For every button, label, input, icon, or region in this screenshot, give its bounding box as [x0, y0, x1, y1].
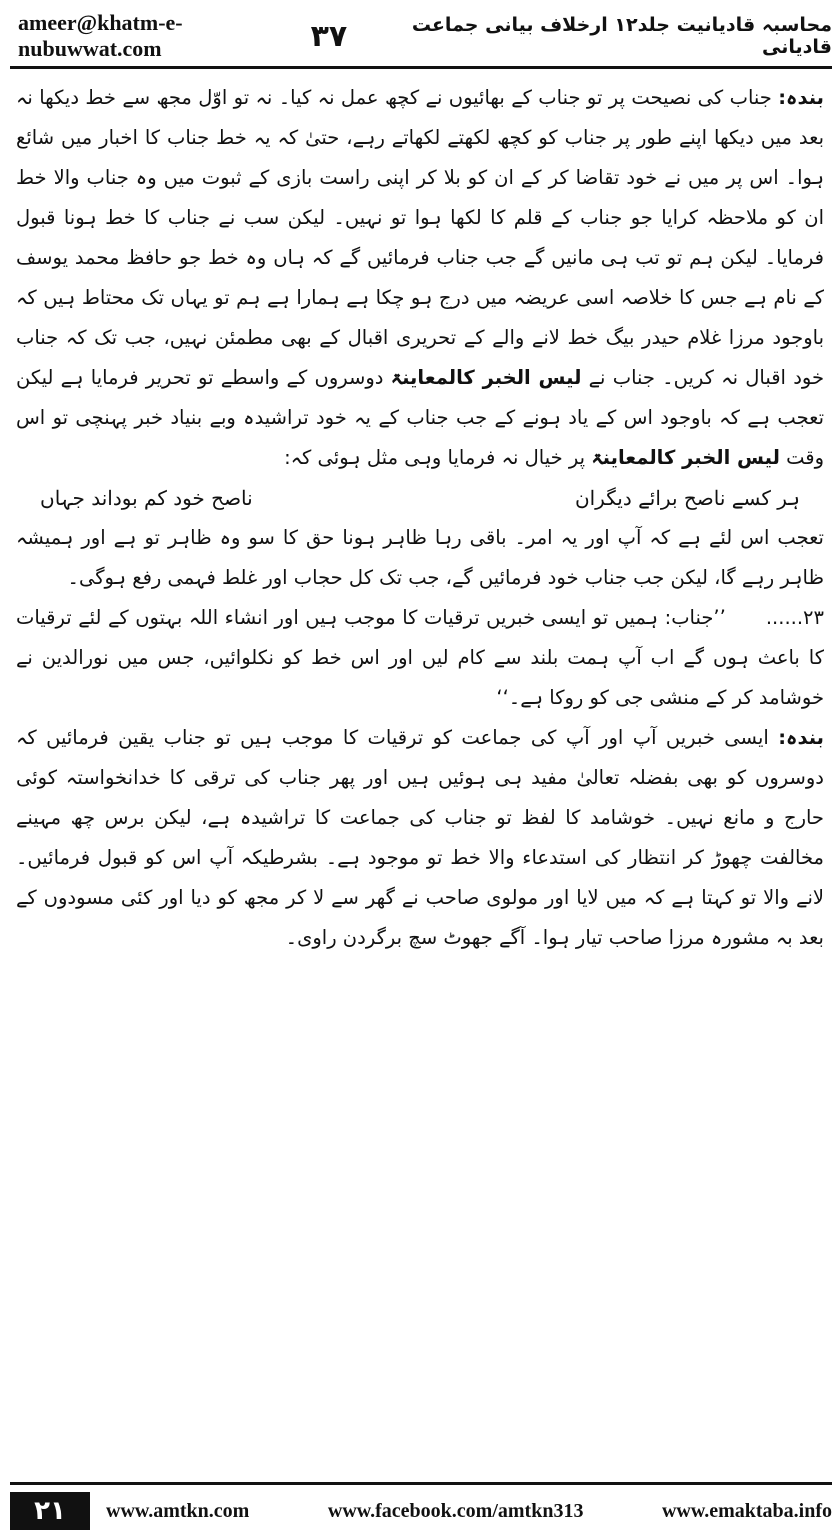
persian-verse — [40, 478, 800, 518]
header-title-group — [311, 14, 832, 58]
footer-divider — [10, 1482, 832, 1485]
paragraph-text: دوسروں کے واسطے تو تحریر فرمایا ہے لیکن تعجب ہے کہ باوجود اس کے یاد ہونے کے جب جناب کے یہ خود تراشیدہ وبے بنیاد خبر پہنچی تو اس وقت — [16, 366, 824, 469]
footer-links — [106, 1494, 832, 1528]
arabic-phrase: لیس الخبر کالمعاینۃ — [390, 366, 582, 389]
header-divider — [10, 66, 832, 69]
speaker-label: بندہ: — [778, 726, 824, 749]
verse-second-hemistich: ناصح خود کم بوداند جہاں — [40, 486, 253, 510]
body-text — [16, 78, 824, 1466]
paragraph-taajjub: تعجب اس لئے ہے کہ آپ اور یہ امر۔ باقی رہا ظاہر ہونا حق کا سو وہ ظاہر تو ہے اور ہمیشہ ظاہر رہے گا، لیکن جب جناب خود فرمائیں گے، جب تک کل حجاب اور غلط فہمی رفع ہوگی۔ — [16, 526, 824, 589]
paragraph-text: پر خیال نہ فرمایا وہی مثل ہوئی کہ: — [284, 446, 592, 469]
page-footer — [10, 1482, 832, 1532]
footer-page-number: ۲۱ — [10, 1492, 90, 1530]
footer-link-emaktaba[interactable]: www.emaktaba.info — [661, 1499, 832, 1522]
footer-link-facebook[interactable]: www.facebook.com/amtkn313 — [327, 1499, 584, 1522]
header-email[interactable]: ameer@khatm-e-nubuwwat.com — [18, 10, 183, 61]
paragraph-text: جناب کی نصیحت پر تو جناب کے بھائیوں نے کچھ عمل نہ کیا۔ نہ تو اوّل مجھ سے خط دیکھا نہ بعد میں دیکھا اپنے طور پر جناب کو کچھ لکھتے لکھاتے رہے، حتیٰ کہ یہ خط جناب کا اخبار میں شائع ہوا۔ اس پر میں نے خود تقاضا کر کے ان کو بلا کر اپنی راست بازی کے ثبوت میں وہ جناب والا خط ان کو ملاحظہ کرایا جو جناب کے قلم کا لکھا ہوا تو نہیں۔ لیکن سب نے جناب کا خط ہونا قبول فرمایا۔ لیکن ہم تو تب ہی مانیں گے جب جناب فرمائیں گے کہ ہاں وہ خط جو حافظ محمد یوسف کے نام ہے جس کا خلاصہ اسی عریضہ میں درج ہو چکا ہے ہمارا ہے ہم تو یہاں تک محتاط ہیں کہ باوجود مرزا غلام حیدر بیگ خط لانے والے کے تحریری اقبال کے بھی مطمئن نہیں، جب تک کہ جناب خود اقبال نہ کریں۔ جناب نے — [16, 86, 824, 389]
arabic-phrase: لیس الخبر کالمعاینۃ — [591, 446, 780, 469]
paragraph-quote-23 — [16, 598, 824, 718]
quote-text: ’’جناب: ہمیں تو ایسی خبریں ترقیات کا موجب ہیں اور انشاء اللہ بہتوں کے لئے ترقیات کا باعث ہوں گے اب آپ ہمت بلند سے کام لیں اور اس خط کو نکلوائیں، جس میں نورالدین نے خوشامد کر کے منشی جی کو روکا ہے۔‘‘ — [16, 606, 824, 709]
footer-link-amtkn[interactable]: www.amtkn.com — [106, 1499, 250, 1522]
paragraph-text: ایسی خبریں آپ اور آپ کی جماعت کو ترقیات کا موجب ہیں تو جناب یقین فرمائیں کہ دوسروں کو بھی بفضلہ تعالیٰ مفید ہی ہوئیں ہیں اور پھر جناب کی ترقی کا خدانخواستہ کوئی حارج و مانع نہیں۔ خوشامد کا لفظ تو جناب کی جماعت کا تراشیدہ ہے، لیکن برس چھ مہینے مخالفت چھوڑ کر انتظار کی استدعاء والا خط تو موجود ہے۔ بشرطیکہ آپ اس کو قبول فرمائیں۔ لانے والا تو کہتا ہے کہ میں لایا اور مولوی صاحب نے گھر سے لا کر مجھ کو دیا اور کئی مسودوں کے بعد بہ مشورہ مرزا صاحب تیار ہوا۔ آگے جھوٹ سچ برگردن راوی۔ — [16, 726, 824, 949]
quote-number: ۲۳...... — [765, 606, 824, 629]
header-title: محاسبہ قادیانیت جلد۱۲ ارخلاف بیانی جماعت قادیانی — [411, 14, 832, 58]
paragraph-banda-1 — [16, 78, 824, 478]
speaker-label: بندہ: — [778, 86, 824, 109]
paragraph-banda-2 — [16, 718, 824, 958]
page-header — [10, 10, 832, 62]
verse-first-hemistich: ہر کسے ناصح برائے دیگران — [574, 486, 800, 510]
header-page-number: ۳۷ — [310, 18, 348, 54]
